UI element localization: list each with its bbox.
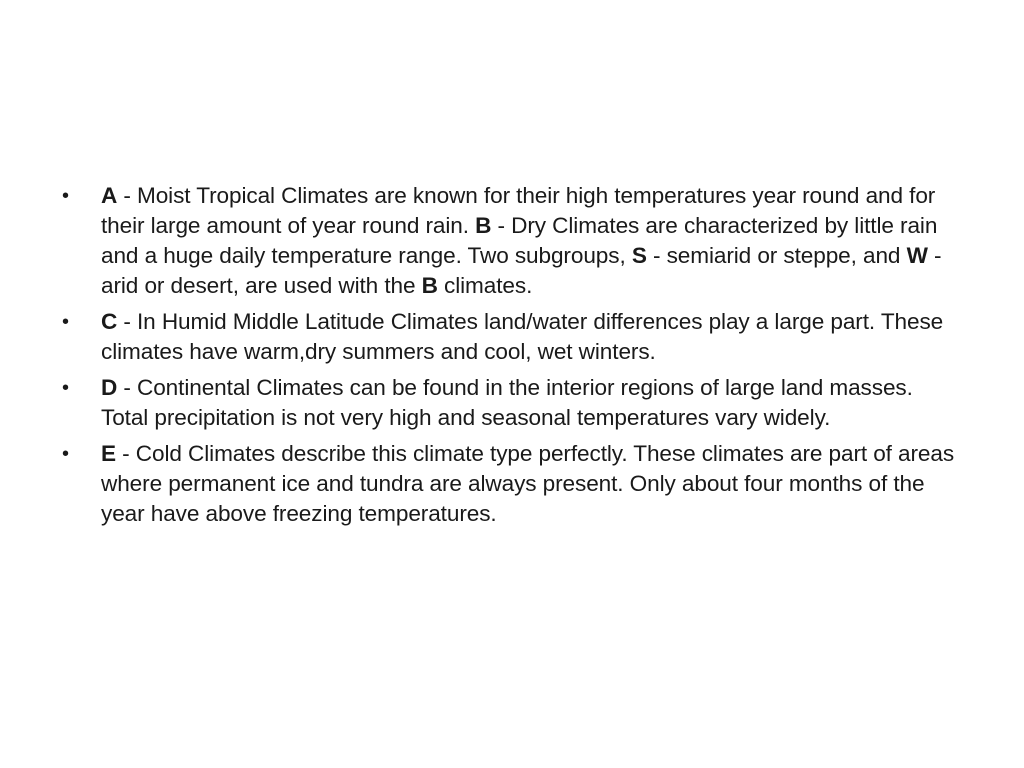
- bullet-icon: •: [62, 185, 69, 207]
- bullet-icon: •: [62, 443, 69, 465]
- bullet-text: - In Humid Middle Latitude Climates land/water differences play a large part. These climates have warm,dry summers and cool, wet winters.: [101, 309, 944, 364]
- climate-code: S: [631, 243, 647, 268]
- bullet-icon: •: [62, 377, 69, 399]
- climate-code: A: [101, 183, 118, 208]
- climate-code: B: [421, 273, 438, 298]
- bullet-text: - Continental Climates can be found in the interior regions of large land masses. Total precipitation is not very high and seasonal temperatures vary widely.: [101, 375, 913, 430]
- climate-code: E: [101, 441, 116, 466]
- bullet-item-a: [62, 181, 962, 301]
- bullet-text: - Dry Climates are characterized by little rain and a huge daily temperature range. Two subgroups,: [101, 213, 938, 268]
- bullet-text: - Cold Climates describe this climate type perfectly. These climates are part of areas where permanent ice and tundra are always present. Only about four months of the year have above freezing temperatures.: [101, 441, 955, 526]
- climate-code: B: [475, 213, 492, 238]
- climate-code: D: [101, 375, 118, 400]
- bullet-item-d: [62, 373, 962, 433]
- bullet-item-e: [62, 439, 962, 529]
- bullet-text: - Moist Tropical Climates are known for their high temperatures year round and for their large amount of year round rain.: [101, 183, 936, 238]
- climate-code: C: [101, 309, 118, 334]
- bullet-item-c: [62, 307, 962, 367]
- bullet-icon: •: [62, 311, 69, 333]
- climate-code: W: [906, 243, 928, 268]
- bullet-text: - semiarid or steppe, and: [646, 243, 907, 268]
- bullet-text: climates.: [437, 273, 533, 298]
- bullet-text: - arid or desert, are used with the: [101, 243, 942, 298]
- bullet-list: [62, 181, 962, 535]
